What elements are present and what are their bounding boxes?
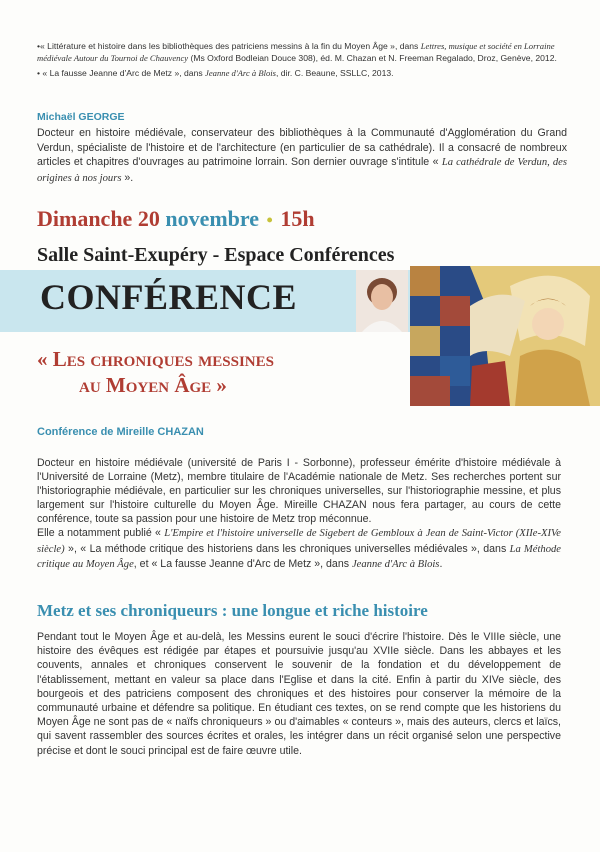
conference-heading: CONFÉRENCE — [40, 277, 298, 317]
section-heading: Metz et ses chroniqueurs : une longue et riche histoire — [37, 601, 428, 620]
talk-title: « Les chroniques messines au Moyen Âge » — [37, 347, 274, 397]
event-venue: Salle Saint-Exupéry - Espace Conférences — [37, 244, 395, 266]
medieval-painting — [410, 266, 600, 406]
talk-speaker: Conférence de Mireille CHAZAN — [37, 426, 204, 438]
bullet-icon: • — [266, 210, 273, 230]
speaker-bio: Docteur en histoire médiévale, conservateur des bibliothèques à la Communauté d'Agglomération du Grand Verdun, spécialiste de l'histoire et de l'architecture (en particulier de sa cathédrale). Il a consacré de nombreux articles et chapitres d'ouvrages au patrimoine lorrain. Son dernier ouvrage s'intitule « La cathédrale de Verdun, des origines à nos jours ». — [37, 127, 567, 184]
biblio-item: • « La fausse Jeanne d'Arc de Metz », dans Jeanne d'Arc à Blois, dir. C. Beaune, SSLLC, 2013. — [37, 67, 394, 78]
biblio-item: •« Littérature et histoire dans les bibliothèques des patriciens messins à la fin du Moyen Âge », dans Lettres, musique et société en Lorraine médiévale Autour du Tournoi de Chauvency (Ms Oxford Bodleian Douce 308), éd. M. Chazan et N. Freeman Regalado, Droz, Genève, 2012. — [37, 41, 557, 64]
speaker-george — [37, 111, 567, 186]
section-text: Pendant tout le Moyen Âge et au-delà, les Messins eurent le souci d'écrire l'histoire. Dès le VIIIe siècle, une histoire des évêques est rédigée par étapes et poursuivie jusqu'au XVIIe siècle. Dans les abbayes et les couvents, annales et chroniques conservent le souvenir de la fondation et du développement de l'établissement, mettant en valeur sa place dans l'Eglise et dans la cité. Enfin à partir du XIVe siècle, des bourgeois et des patriciens composent des chroniques et des histoires pour conserver la mémoire de la communauté urbaine et défendre sa politique. En étudiant ces textes, on se rend compte que les historiens du Moyen Âge ne sont pas de « naïfs chroniqueurs » ou d'aimables « conteurs », mais des auteurs, clercs et laïcs, qui savent rassembler des sources écrites et orales, les intégrer dans un récit organisé selon une perspective précise et dont le souci principal est de faire œuvre utile. — [37, 631, 561, 757]
speaker-chazan-bio: Docteur en histoire médiévale (université de Paris I - Sorbonne), professeur émérite d'histoire médiévale à l'Université de Lorraine (Metz), membre titulaire de l'Académie nationale de Metz. Ses recherches portent sur l'historiographie médiévale, en particulier sur les chroniques universelles, sur l'historiographie messine, et plus largement sur l'histoire culturelle du Moyen Âge. Mireille CHAZAN nous fera partager, au cours de cette conférence, toute sa passion pour une histoire de Metz trop méconnue. Elle a notamment publié « L'Empire et l'histoire universelle de Sigebert de Gembloux à Jean de Saint-Victor (XIIe-XIVe siècle) », « La méthode critique des historiens dans les chroniques universelles médiévales », dans La Méthode critique au Moyen Âge, et « La fausse Jeanne d'Arc de Metz », dans Jeanne d'Arc à Blois. — [37, 457, 561, 570]
speaker-name: Michaël GEORGE — [37, 111, 125, 123]
bibliography — [37, 40, 572, 81]
speaker-portrait — [356, 270, 408, 332]
event-date: Dimanche 20 novembre • 15h — [37, 206, 315, 231]
